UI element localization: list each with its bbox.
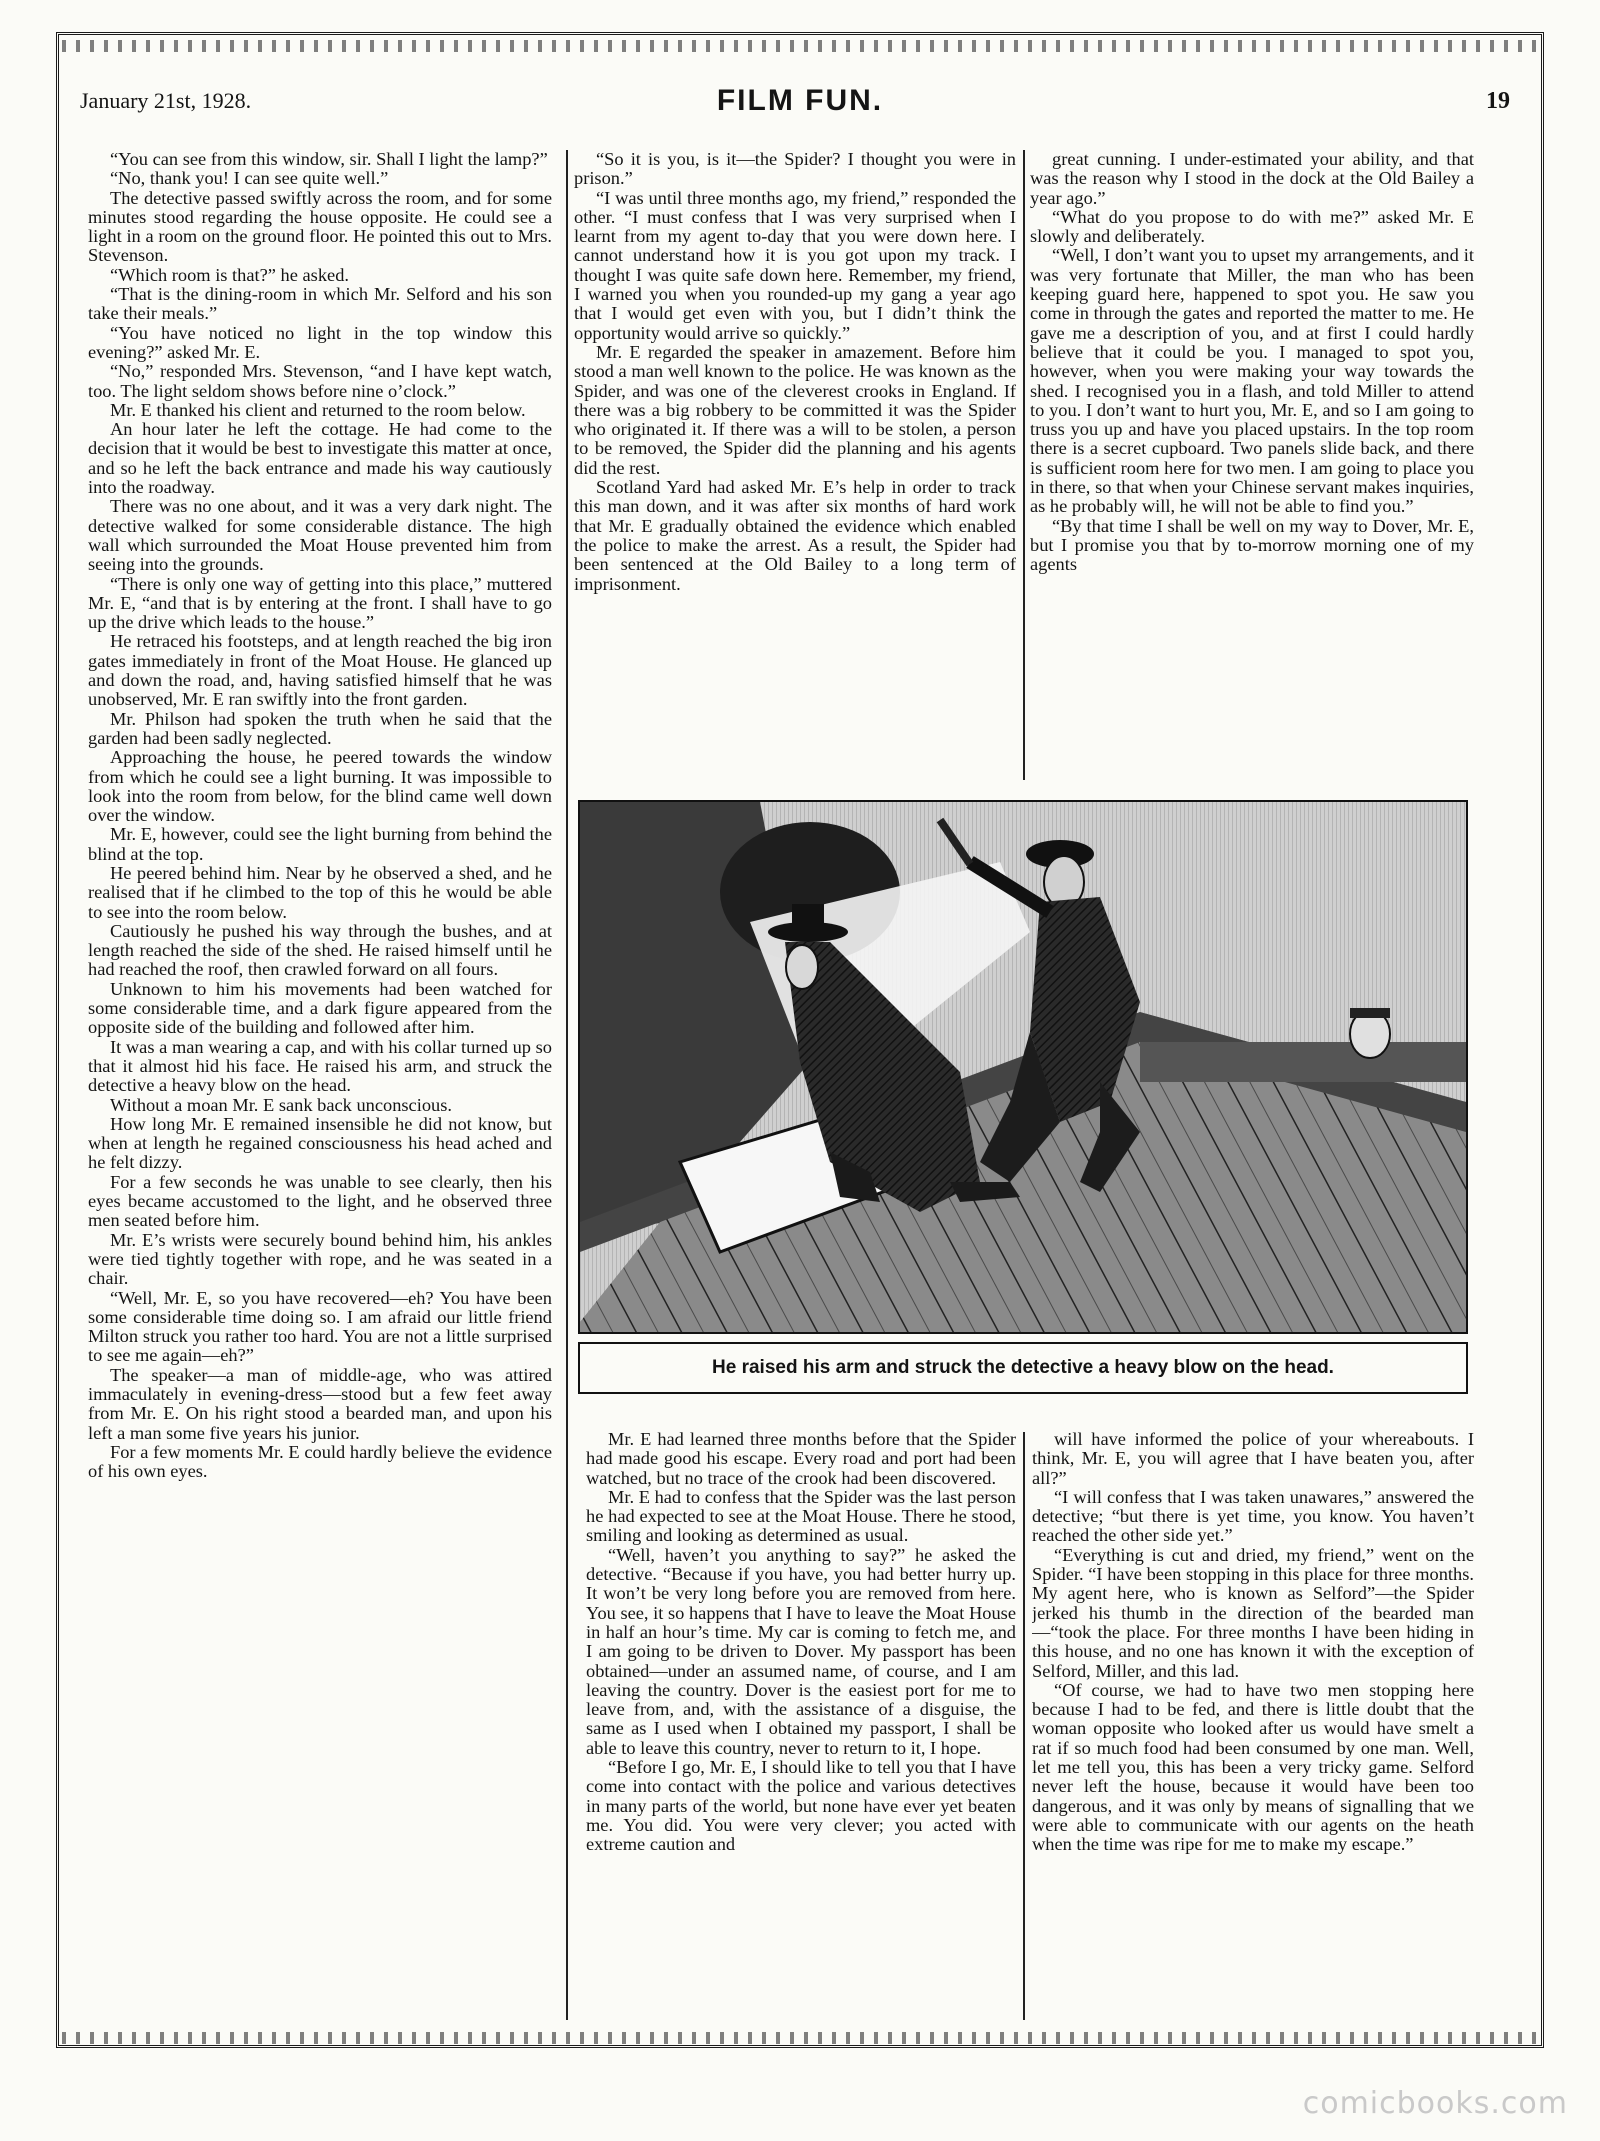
column-rule-left (566, 150, 568, 2020)
column-rule-lower (1023, 1432, 1025, 2020)
column-middle-top (574, 150, 1016, 780)
page-header (80, 84, 1520, 132)
paragraph: “Which room is that?” he asked. (110, 264, 349, 285)
paragraph: “I was until three months ago, my friend,” responded the other. “I must confess that I was very surprised when I learnt from my agent to-day that you were down here. I cannot understand how it is you got upon my track. I thought I was quite safe down here. Remember, my friend, I warned you when you rounded-up my gang a year ago that I would get even with you, but I didn’t think the opportunity would arrive so quickly.” (574, 187, 1016, 343)
paragraph: Scotland Yard had asked Mr. E’s help in order to track this man down, and it was after six months of hard work that Mr. E gradually obtained the evidence which enabled the police to make the arrest. As a result, the Spider had been sentenced at the Old Bailey to a long term of imprisonment. (574, 477, 1016, 594)
issue-date: January 21st, 1928. (80, 88, 252, 113)
illustration-caption: He raised his arm and struck the detective a heavy blow on the head. (578, 1342, 1468, 1394)
paragraph: Mr. E’s wrists were securely bound behind him, his ankles were tied tightly together with rope, and he was seated in a chair. (88, 1229, 552, 1289)
paragraph: There was no one about, and it was a very dark night. The detective walked for some considerable distance. The high wall which surrounded the Moat House prevented him from seeing into the grounds. (88, 496, 552, 575)
paragraph: “Well, Mr. E, so you have recovered—eh? You have been some considerable time doing so. I am afraid our little friend Milton struck you rather too hard. You are not a little surprised to see me again—eh?” (88, 1287, 552, 1366)
paragraph: will have informed the police of your whereabouts. I think, Mr. E, you will agree that I have beaten you, after all?” (1032, 1430, 1474, 1488)
paragraph: “That is the dining-room in which Mr. Selford and his son take their meals.” (88, 284, 552, 324)
paragraph: For a few moments Mr. E could hardly believe the evidence of his own eyes. (88, 1441, 552, 1482)
paragraph: Mr. E, however, could see the light burning from behind the blind at the top. (88, 824, 552, 864)
story-illustration (578, 800, 1468, 1334)
paragraph: “Well, I don’t want you to upset my arrangements, and it was very fortunate that Miller, the man who has been keeping guard here, happened to spot you. He saw you come in through the gates and reported the matter to me. He gave me a description of you, and at first I could hardly believe that it could be you. I managed to spot you, however, when you were making your way towards the shed. I recognised you in a flash, and told Miller to attend to you. I don’t want to hurt you, Mr. E, and so I am going to truss you up and have you placed upstairs. In the top room there is a secret cupboard. Two panels slide back, and there is sufficient room here for two men. I am going to place you in there, so that when your Chinese servant makes inquiries, as he probably will, he will not be able to find you.” (1030, 245, 1474, 517)
paragraph: Mr. E had learned three months before that the Spider had made good his escape. Every road and port had been watched, but no trace of the crook had been discovered. (586, 1430, 1016, 1488)
paragraph: Mr. Philson had spoken the truth when he said that the garden had been sadly neglected. (88, 708, 552, 748)
paragraph: “You can see from this window, sir. Shall I light the lamp?” (110, 150, 548, 169)
paragraph: For a few seconds he was unable to see clearly, then his eyes became accustomed to the light, and he observed three men seated before him. (88, 1171, 552, 1231)
paragraph: Mr. E had to confess that the Spider was the last person he had expected to see at the Moat House. There he stood, smiling and looking as determined as usual. (586, 1486, 1016, 1546)
paragraph: great cunning. I under-estimated your ability, and that was the reason why I stood in the dock at the Old Bailey a year ago.” (1030, 150, 1474, 208)
paragraph: Cautiously he pushed his way through the bushes, and at length reached the side of the shed. He raised himself until he had reached the roof, then crawled forward on all fours. (88, 920, 552, 980)
paragraph: “Well, haven’t you anything to say?” he asked the detective. “Because if you have, you had better hurry up. It won’t be very long before you are removed from here. You see, it so happens that I have to leave the Moat House in half an hour’s time. My car is coming to fetch me, and I am going to be driven to Dover. My passport has been obtained—under an assumed name, of course, and I am leaving the country. Dover is the easiest port for me to leave from, and, with the assistance of a disguise, the same as I used when I obtained my passport, I shall be able to leave this country, never to return to it, I hope. (586, 1544, 1016, 1758)
paragraph: Approaching the house, he peered towards the window from which he could see a light burning. It was impossible to look into the room from below, for the blind came well down over the window. (88, 747, 552, 826)
lookout-figure (1350, 1008, 1390, 1058)
paragraph: Unknown to him his movements had been watched for some considerable time, and a dark figure appeared from the opposite side of the building and followed after him. (88, 978, 552, 1038)
paragraph: “So it is you, is it—the Spider? I thought you were in prison.” (574, 150, 1016, 189)
paragraph: An hour later he left the cottage. He had come to the decision that it would be best to investigate this matter at once, and so he left the back entrance and made his way cautiously into the roadway. (88, 419, 552, 498)
paragraph: Mr. E thanked his client and returned to the room below. (110, 399, 526, 420)
paragraph: It was a man wearing a cap, and with his collar turned up so that it almost hid his face. He raised his arm, and struck the detective a heavy blow on the head. (88, 1036, 552, 1096)
paragraph: “No, thank you! I can see quite well.” (110, 168, 389, 189)
bottom-border-ornament (62, 2032, 1538, 2044)
paragraph: “Of course, we had to have two men stopping here because I had to be fed, and there is little doubt that the woman opposite who looked after us would have smelt a rat if so much food had been consumed by one man. Well, let me tell you, this has been a very tricky game. Selford never left the house, because it would have been too dangerous, and it was only by means of signalling that we were able to communicate with our agents on the heath when the time was ripe for me to make my escape.” (1032, 1679, 1474, 1855)
paragraph: He retraced his footsteps, and at length reached the big iron gates immediately in front of the Moat House. He glanced up and down the road, and, having satisfied himself that he was unobserved, Mr. E ran swiftly into the front garden. (88, 631, 552, 710)
paragraph: The detective passed swiftly across the room, and for some minutes stood regarding the house opposite. He could see a light in a room on the ground floor. He pointed this out to Mrs. Stevenson. (88, 187, 552, 266)
paragraph: “Everything is cut and dried, my friend,” went on the Spider. “I have been stopping in this place for three months. My agent here, who is known as Selford”—the Spider jerked his thumb in the direction of the bearded man—“took the place. For three months I have been hiding in this house, and no one has known it with the exception of Selford, Miller, and this lad. (1032, 1544, 1474, 1681)
paragraph: “By that time I shall be well on my way to Dover, Mr. E, but I promise you that by to-morrow morning one of my agents (1030, 515, 1474, 575)
paragraph: Without a moan Mr. E sank back unconscious. (110, 1094, 452, 1115)
column-rule-upper (1023, 150, 1025, 780)
column-right-top (1030, 150, 1474, 780)
paragraph: How long Mr. E remained insensible he did not know, but when at length he regained consciousness his head ached and he felt dizzy. (88, 1113, 552, 1173)
paragraph: “I will confess that I was taken unawares,” answered the detective; “but there is yet time, you know. You haven’t reached the other side yet.” (1032, 1486, 1474, 1546)
column-left (88, 150, 552, 2022)
paragraph: Mr. E regarded the speaker in amazement. Before him stood a man well known to the police. He was known as the Spider, and was one of the cleverest crooks in England. If there was a big robbery to be committed it was the Spider who originated it. If there was a will to be stolen, a person to be removed, the Spider did the planning and his agents did the rest. (574, 341, 1016, 478)
column-middle-bottom (586, 1430, 1016, 2022)
paragraph: “Before I go, Mr. E, I should like to tell you that I have come into contact with the police and various detectives in many parts of the world, but none have ever yet beaten me. You did. You were very clever; you acted with extreme caution and (586, 1757, 1016, 1855)
column-right-bottom (1032, 1430, 1474, 2022)
magazine-title: FILM FUN. (716, 84, 884, 117)
paragraph: “You have noticed no light in the top window this evening?” asked Mr. E. (88, 322, 552, 362)
page-number: 19 (1486, 88, 1510, 114)
paragraph: The speaker—a man of middle-age, who was attired immaculately in evening-dress—stood but a few feet away from Mr. E. On his right stood a bearded man, and upon his left a man some five years his junior. (88, 1364, 552, 1443)
paragraph: “There is only one way of getting into this place,” muttered Mr. E, “and that is by entering at the front. I shall have to go up the drive which leads to the house.” (88, 573, 552, 633)
paragraph: He peered behind him. Near by he observed a shed, and he realised that if he climbed to the top of this he would be able to see into the room below. (88, 862, 552, 922)
paragraph: “No,” responded Mrs. Stevenson, “and I have kept watch, too. The light seldom shows before nine o’clock.” (88, 361, 552, 401)
watermark: comicbooks.com (1302, 2086, 1568, 2121)
paragraph: “What do you propose to do with me?” asked Mr. E slowly and deliberately. (1030, 206, 1474, 247)
